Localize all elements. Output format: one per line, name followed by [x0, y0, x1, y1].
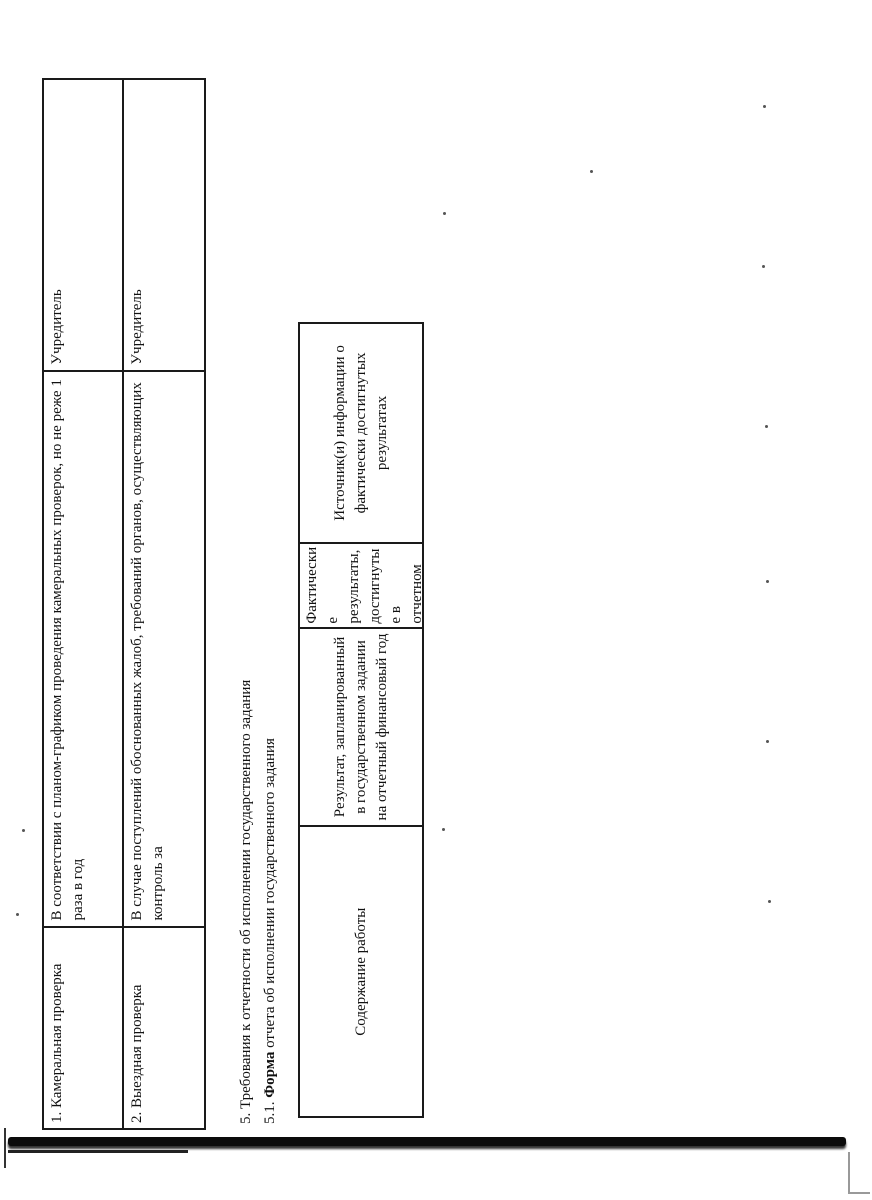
scan-speck — [762, 265, 765, 268]
scan-speck — [763, 105, 766, 108]
scan-speck — [590, 170, 593, 173]
control-periodicity-cell: В случае поступлений обоснованных жалоб, требований органов, осуществляющих контроль за — [123, 371, 205, 927]
scan-shadow-line — [8, 1150, 188, 1153]
control-form-cell: 1. Камеральная проверка — [43, 927, 123, 1129]
scan-speck — [443, 212, 446, 215]
subheading-number: 5.1. — [262, 1101, 278, 1124]
scan-speck — [768, 900, 771, 903]
scan-corner-mark — [848, 1152, 870, 1194]
subheading-text: отчета об исполнении государственного задания — [262, 738, 278, 1052]
section-5-heading: 5. Требования к отчетности об исполнении государственного задания — [238, 679, 254, 1124]
subheading-bold-word: Форма — [262, 1051, 278, 1098]
scan-speck — [16, 913, 19, 916]
control-executor-cell: Учредитель — [43, 79, 123, 371]
header-planned-result: Результат, запланированный в государственном задании на отчетный финансовый год — [299, 628, 423, 827]
control-form-cell: 2. Выездная проверка — [123, 927, 205, 1129]
scan-speck — [766, 580, 769, 583]
control-executor-cell: Учредитель — [123, 79, 205, 371]
scan-edge-mark — [4, 1128, 6, 1168]
scan-speck — [22, 829, 25, 832]
control-periodicity-cell: В соответствии с планом-графиком проведения камеральных проверок, но не реже 1 раза в год — [43, 371, 123, 927]
scan-speck — [442, 828, 445, 831]
header-content-of-work: Содержание работы — [299, 826, 423, 1117]
table-header-row — [299, 323, 423, 1117]
scan-speck — [766, 740, 769, 743]
table-row — [43, 79, 123, 1129]
control-forms-table — [42, 78, 206, 1130]
header-information-source: Источник(и) информации о фактически достигнутых результатах — [299, 323, 423, 543]
scan-shadow-bar — [8, 1137, 846, 1146]
section-5-1-heading — [260, 738, 280, 1124]
scan-speck — [765, 425, 768, 428]
header-actual-results: Фактически е результаты, достигнуты е в отчетном — [299, 543, 423, 628]
table-row — [123, 79, 205, 1129]
report-form-table — [298, 322, 424, 1118]
